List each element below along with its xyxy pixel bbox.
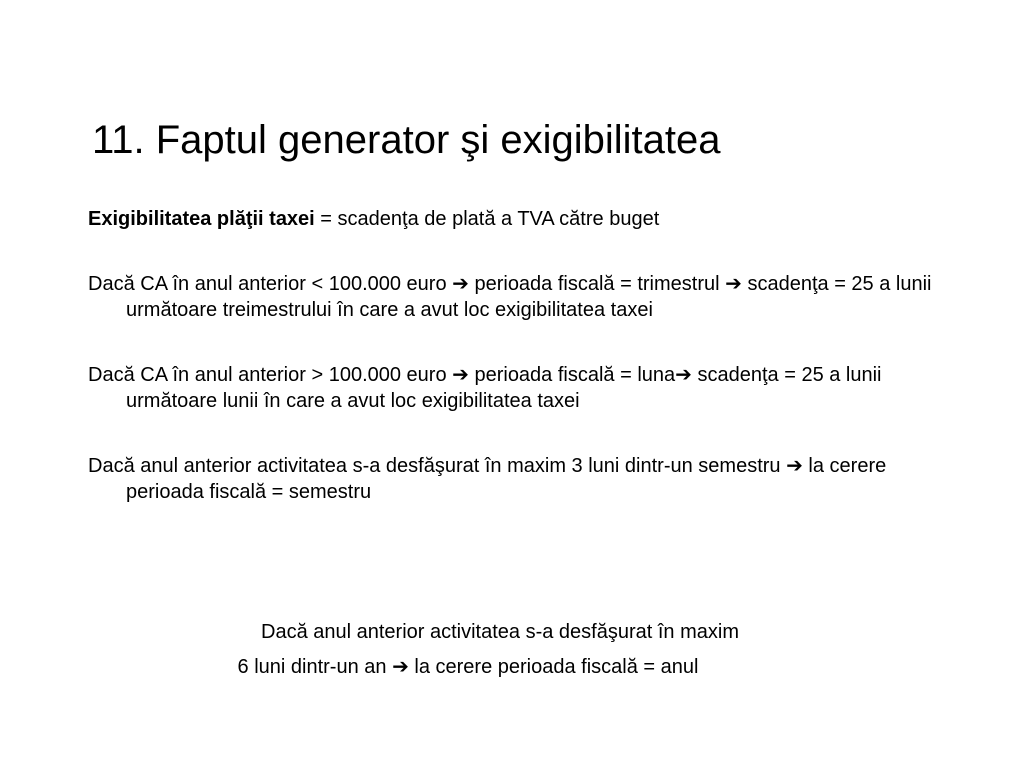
result-text: perioada fiscală = trimestrul	[468, 273, 726, 295]
arrow-right-icon: ➔	[452, 271, 469, 295]
paragraph-semestru	[88, 452, 938, 505]
condition-text: Dacă CA în anul anterior > 100.000 euro	[88, 364, 453, 386]
arrow-right-icon: ➔	[675, 362, 692, 386]
deadline-text: scadenţa = 25 a lunii următoare treimestrului în care a avut loc exigibilitatea taxei	[126, 273, 932, 321]
arrow-right-icon: ➔	[392, 654, 409, 678]
paragraph-trimestrul	[88, 270, 938, 323]
result-text: la cerere perioada fiscală = anul	[408, 656, 699, 678]
slide-body	[88, 206, 938, 543]
deadline-text: scadenţa = 25 a lunii următoare lunii în care a avut loc exigibilitatea taxei	[126, 364, 882, 412]
condition-text: 6 luni dintr-un an	[237, 656, 393, 678]
paragraph-anul-line1: Dacă anul anterior activitatea s-a desfăşurat în maxim	[261, 621, 739, 643]
condition-text: Dacă anul anterior activitatea s-a desfăşurat în maxim 3 luni dintr-un semestru	[88, 455, 787, 477]
paragraph-anul-line2	[48, 650, 888, 683]
condition-text: Dacă CA în anul anterior < 100.000 euro	[88, 273, 453, 295]
bold-term: Exigibilitatea plăţii taxei	[88, 208, 315, 230]
slide-title: 11. Faptul generator şi exigibilitatea	[92, 118, 721, 162]
definition-text: = scadenţa de plată a TVA către buget	[314, 208, 660, 230]
result-text: perioada fiscală = luna	[468, 364, 676, 386]
arrow-right-icon: ➔	[725, 271, 742, 295]
result-text: la cerere perioada fiscală = semestru	[126, 455, 887, 503]
arrow-right-icon: ➔	[452, 362, 469, 386]
paragraph-luna	[88, 361, 938, 414]
paragraph-exigibilitate	[88, 206, 938, 232]
arrow-right-icon: ➔	[786, 453, 803, 477]
